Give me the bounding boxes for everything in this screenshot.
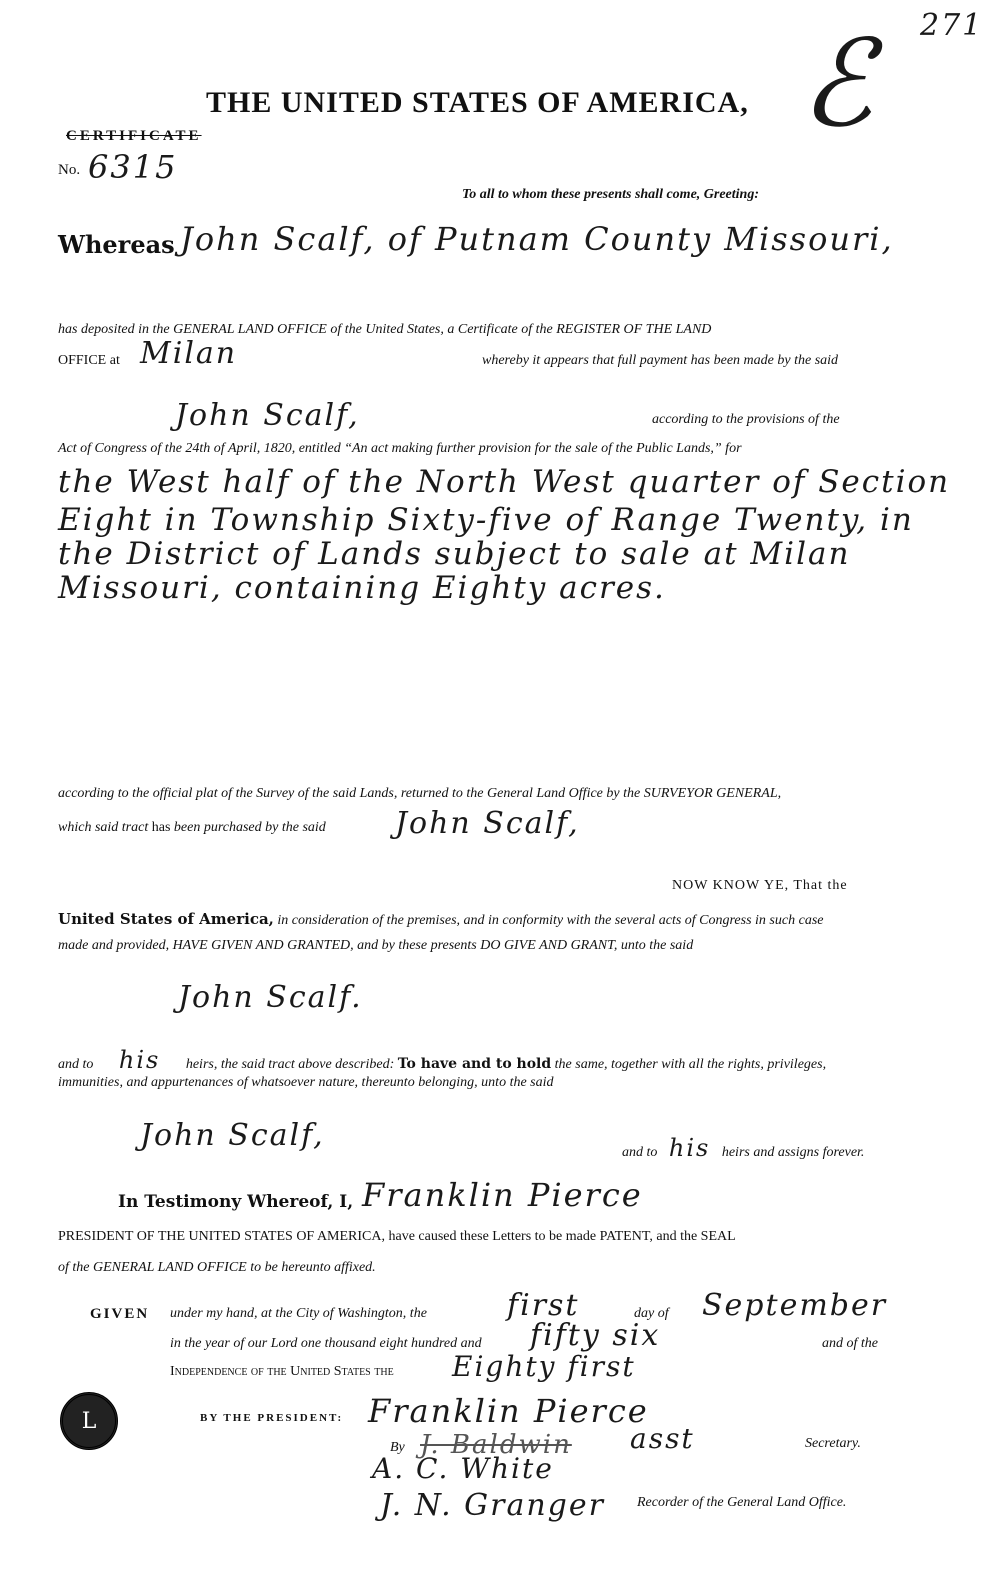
- greeting: To all to whom these presents shall come, Greeting:: [462, 187, 759, 202]
- president-signature: Franklin Pierce: [368, 1392, 649, 1430]
- president-line: PRESIDENT OF THE UNITED STATES OF AMERICA, have caused these Letters to be made PATENT, and the SEAL: [58, 1229, 736, 1244]
- purchased-has: has: [151, 820, 171, 835]
- assigns-line: [622, 1134, 864, 1162]
- payer-name: John Scalf,: [175, 398, 360, 433]
- given-word: GIVEN: [90, 1306, 150, 1322]
- act-of-congress-line: Act of Congress of the 24th of April, 1820, entitled “An act making further provision for the sale of the Public Lands,” for: [58, 441, 742, 456]
- stamp-letter-e: ℰ: [800, 15, 873, 154]
- full-payment-text: whereby it appears that full payment has been made by the said: [482, 353, 839, 368]
- general-land-office-seal: L: [60, 1392, 118, 1450]
- independence-line: Independence of the United States the: [170, 1364, 394, 1379]
- to-have-gothic: To have and to hold: [397, 1056, 552, 1072]
- office-at-label: OFFICE at: [58, 353, 120, 368]
- made-provided-line: made and provided, HAVE GIVEN AND GRANTED, and by these presents DO GIVE AND GRANT, unto the said: [58, 938, 694, 953]
- year-line: in the year of our Lord one thousand eight hundred and: [170, 1336, 482, 1351]
- president-name: Franklin Pierce: [362, 1176, 643, 1214]
- grantee-name-1: John Scalf.: [178, 980, 363, 1015]
- consideration-text: in consideration of the premises, and in conformity with the several acts of Congress in such case: [277, 913, 824, 928]
- grantee-name-2: John Scalf,: [140, 1118, 325, 1153]
- year-value: fifty six: [530, 1318, 661, 1353]
- month-value: September: [702, 1288, 888, 1323]
- independence-year: Eighty first: [452, 1350, 636, 1383]
- certificate-number: 6315: [88, 148, 178, 186]
- corner-number: 271: [920, 8, 984, 43]
- now-know-ye: NOW KNOW YE, That the: [672, 878, 848, 893]
- usa-gothic: United States of America,: [58, 910, 274, 928]
- recorder-label: Recorder of the General Land Office.: [637, 1495, 847, 1510]
- grantee-line: John Scalf, of Putnam County Missouri,: [180, 220, 894, 258]
- deposit-text: deposited in the GENERAL LAND OFFICE of the United States, a Certificate of the REGISTER OF THE LAND: [80, 322, 712, 337]
- in-testimony: In Testimony Whereof, I,: [118, 1192, 354, 1212]
- secretary-signature: A. C. White: [372, 1452, 554, 1485]
- certificate-label: CERTIFICATE: [66, 128, 202, 144]
- and-to-text: and to: [58, 1057, 94, 1072]
- secretary-label: Secretary.: [805, 1436, 861, 1451]
- heirs-text: heirs, the said tract above described:: [185, 1057, 395, 1072]
- struck-signature: J. Baldwin: [420, 1430, 572, 1460]
- by-label: By: [390, 1440, 405, 1455]
- description-line-3: the District of Lands subject to sale at Milan: [58, 536, 851, 572]
- has-prefix: has: [58, 322, 78, 337]
- and-of-the-text: and of the: [822, 1336, 878, 1351]
- heirs-line: [58, 1046, 826, 1074]
- document-title: THE UNITED STATES OF AMERICA,: [206, 86, 749, 119]
- purchased-prefix: which said tract: [58, 820, 149, 835]
- day-value: first: [507, 1288, 580, 1323]
- description-line-4: Missouri, containing Eighty acres.: [58, 570, 666, 606]
- his-handwritten: his: [118, 1046, 161, 1074]
- and-to-text-2: and to: [622, 1145, 658, 1160]
- his-handwritten-2: his: [668, 1134, 711, 1162]
- immunities-line: immunities, and appurtenances of whatsoever nature, thereunto belonging, unto the said: [58, 1075, 554, 1090]
- survey-line: according to the official plat of the Survey of the said Lands, returned to the General Land Office by the SURVEYOR GENERAL,: [58, 786, 782, 801]
- whereas-word: Whereas: [58, 230, 175, 259]
- purchased-suffix: been purchased by the said: [173, 820, 326, 835]
- description-line-2: Eight in Township Sixty-five of Range Twenty, in: [58, 502, 914, 538]
- purchased-line: [58, 820, 326, 836]
- seal-line: of the GENERAL LAND OFFICE to be hereunto affixed.: [58, 1260, 376, 1275]
- by-the-president: BY THE PRESIDENT:: [200, 1412, 344, 1424]
- purchaser-name: John Scalf,: [395, 806, 580, 841]
- office-name: Milan: [140, 336, 238, 371]
- assigns-text: heirs and assigns forever.: [721, 1145, 865, 1160]
- provisions-text: according to the provisions of the: [652, 412, 840, 427]
- day-of-text: day of: [634, 1306, 669, 1321]
- rights-text: the same, together with all the rights, privileges,: [554, 1057, 827, 1072]
- consideration-line: [58, 910, 823, 929]
- recorder-signature: J. N. Granger: [380, 1488, 605, 1523]
- no-label: No.: [58, 162, 81, 178]
- asst-handwritten: asst: [630, 1422, 695, 1455]
- under-hand-text: under my hand, at the City of Washington, the: [170, 1306, 427, 1321]
- description-line-1: the West half of the North West quarter of Section: [58, 464, 951, 500]
